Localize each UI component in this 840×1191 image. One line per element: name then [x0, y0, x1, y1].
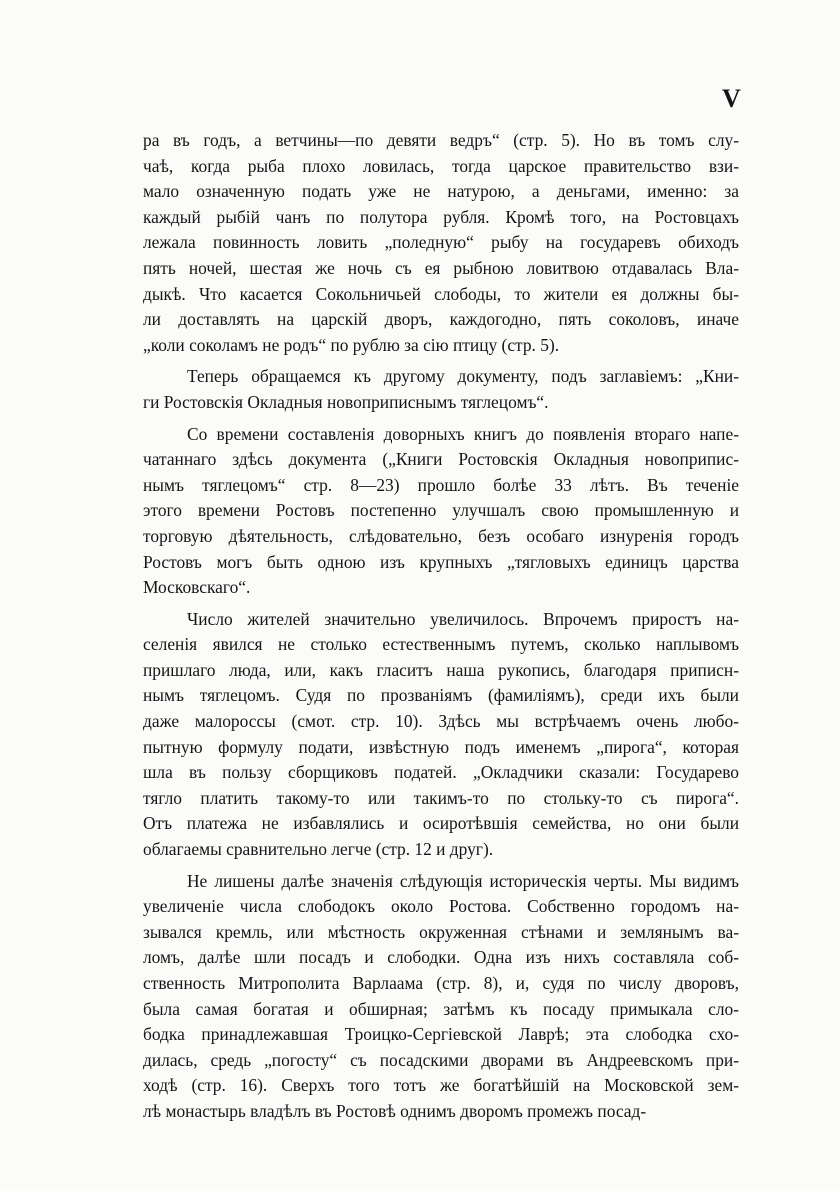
text-line: Теперь обращаемся къ другому документу, подъ заглавіемъ: „Кни- — [187, 366, 739, 387]
text-line: селенія явился не столько естественнымъ путемъ, сколько наплывомъ — [143, 634, 739, 655]
text-line: пришлаго люда, или, какъ гласитъ наша рукопись, благодаря приписн- — [143, 659, 739, 680]
paragraph — [143, 364, 739, 415]
text-line: Со времени составленія доворныхъ книгъ до появленія втораго напе- — [187, 423, 739, 444]
text-line: пять ночей, шестая же ночь съ ея рыбною ловитвою отдавалась Вла- — [143, 257, 739, 278]
text-line: ходѣ (стр. 16). Сверхъ того тотъ же богатѣйшій на Московской зем- — [143, 1075, 739, 1096]
text-line: ли доставлять на царскій дворъ, каждогодно, пять соколовъ, иначе — [143, 309, 739, 330]
paragraph — [143, 422, 739, 601]
text-line: зывался кремль, или мѣстность окруженная стѣнами и землянымъ ва- — [143, 921, 739, 942]
text-line: нымъ тяглецомъ“ стр. 8—23) прошло болѣе 33 лѣтъ. Въ теченіе — [143, 474, 739, 495]
paragraph — [143, 869, 739, 1125]
text-line: дыкѣ. Что касается Сокольничьей слободы, то жители ея должны бы- — [143, 283, 739, 304]
text-line: каждый рыбій чанъ по полутора рубля. Кромѣ того, на Ростовцахъ — [143, 206, 739, 227]
text-line: мало означенную подать уже не натурою, а деньгами, именно: за — [143, 181, 739, 202]
text-line: Число жителей значительно увеличилось. Впрочемъ приростъ на- — [187, 608, 739, 629]
text-line: ги Ростовскія Окладныя новоприписнымъ тяглецомъ“. — [143, 391, 549, 412]
text-line: ра въ годъ, а ветчины—по девяти ведръ“ (стр. 5). Но въ томъ слу- — [143, 130, 739, 150]
text-line: дилась, средь „погосту“ съ посадскими дворами въ Андреевскомъ при- — [143, 1049, 739, 1070]
text-line: Отъ платежа не избавлялись и осиротѣвшія семейства, но они были — [143, 813, 739, 834]
text-line: Ростовъ могъ быть одною изъ крупныхъ „тягловыхъ единицъ царства — [143, 551, 739, 572]
text-line: Не лишены далѣе значенія слѣдующія историческія черты. Мы видимъ — [187, 870, 739, 891]
text-line: чаѣ, когда рыба плохо ловилась, тогда царское правительство взи- — [143, 155, 739, 176]
text-line: увеличеніе числа слободокъ около Ростова. Собственно городомъ на- — [143, 896, 739, 917]
text-line: ломъ, далѣе шли посадъ и слободки. Одна изъ нихъ составляла соб- — [143, 947, 739, 968]
text-line: облагаемы сравнительно легче (стр. 12 и друг). — [143, 839, 494, 860]
text-line: лѣ монастырь владѣлъ въ Ростовѣ однимъ дворомъ промежъ посад- — [143, 1100, 647, 1121]
text-line: пытную формулу подати, извѣстную подъ именемъ „пирога“, которая — [143, 736, 739, 757]
text-line: чатаннаго здѣсь документа („Книги Ростовскія Окладныя новоприпис- — [143, 449, 739, 470]
text-line: Московскаго“. — [143, 577, 251, 598]
paragraph — [143, 128, 739, 358]
text-line: нымъ тяглецомъ. Судя по прозваніямъ (фамиліямъ), среди ихъ были — [143, 685, 739, 706]
text-line: даже малороссы (смот. стр. 10). Здѣсь мы встрѣчаемъ очень любо- — [143, 711, 739, 732]
text-line: „коли соколамъ не родъ“ по рублю за сію птицу (стр. 5). — [143, 334, 560, 355]
text-line: лежала повинность ловить „поледную“ рыбу на государевъ обиходъ — [143, 232, 739, 253]
page-number: V — [722, 84, 741, 113]
text-line: тягло платить такому-то или такимъ-то по стольку-то съ пирога“. — [143, 787, 739, 808]
text-line: шла въ пользу сборщиковъ податей. „Окладчики сказали: Государево — [143, 762, 739, 783]
text-line: ственность Митрополита Варлаама (стр. 8), и, судя по числу дворовъ, — [143, 973, 739, 993]
text-line: была самая богатая и обширная; затѣмъ къ посаду примыкала сло- — [143, 998, 739, 1019]
paragraph — [143, 607, 739, 863]
body-text — [143, 128, 739, 1125]
text-line: торговую дѣятельность, слѣдовательно, безъ особаго изнуренія городъ — [143, 525, 739, 546]
text-line: бодка принадлежавшая Троицко-Сергіевской Лаврѣ; эта слободка схо- — [143, 1024, 739, 1045]
text-line: этого времени Ростовъ постепенно улучшалъ свою промышленную и — [143, 500, 739, 521]
